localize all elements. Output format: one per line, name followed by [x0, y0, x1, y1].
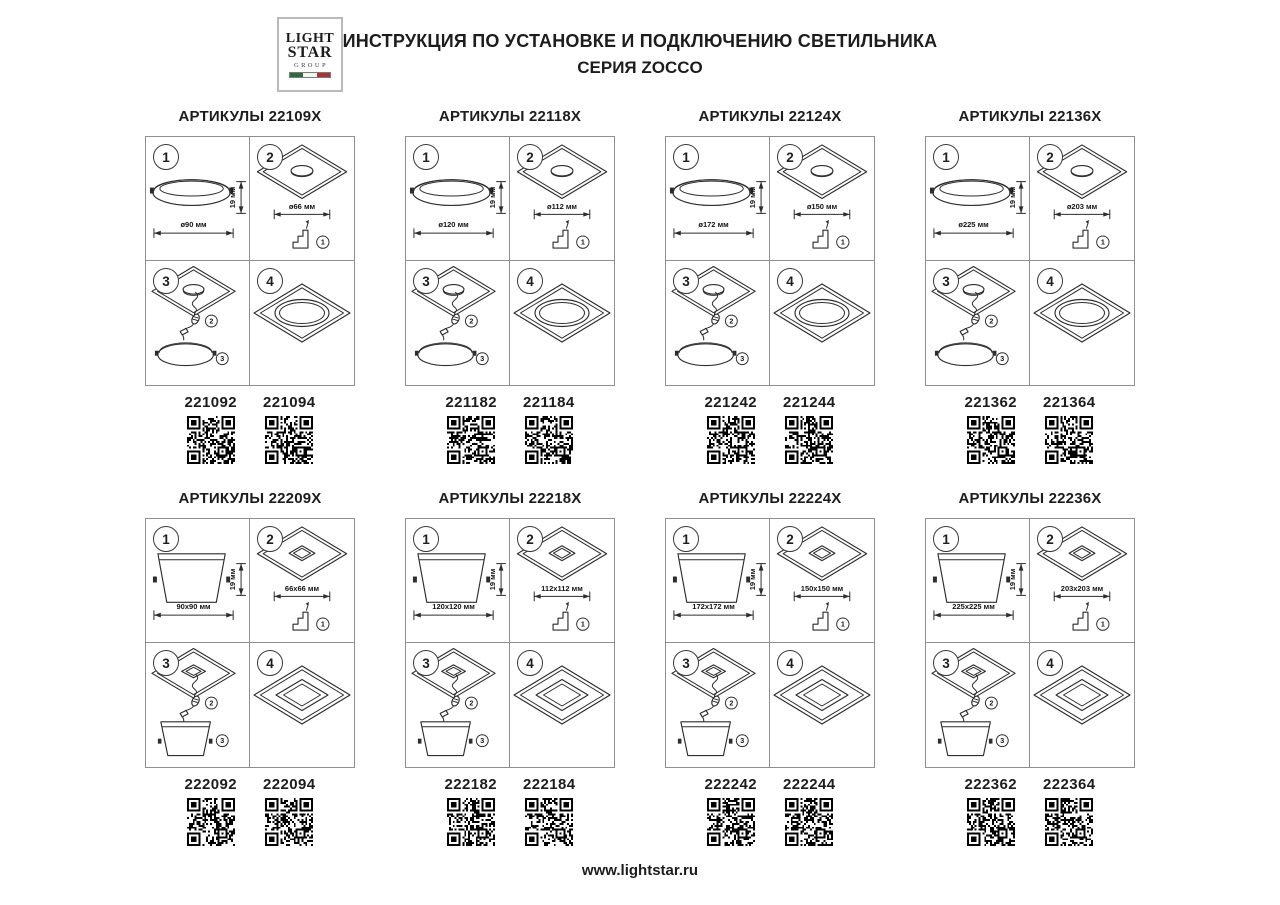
step-number-badge: 3	[413, 650, 439, 676]
instruction-grid	[925, 136, 1135, 386]
round-cutout	[183, 285, 204, 296]
ref-number: 1	[580, 238, 585, 247]
step-number-badge: 4	[777, 268, 803, 294]
height-label: 19 мм	[488, 568, 498, 591]
logo-text-group: GROUP	[293, 61, 329, 69]
step-cell-3	[406, 261, 510, 385]
qr-code	[785, 798, 833, 846]
step-cell-1	[926, 137, 1030, 261]
article-block	[523, 394, 575, 464]
panel-title: АРТИКУЛЫ 22236X	[958, 490, 1102, 507]
article-code: 221092	[184, 394, 237, 411]
round-panel-light-side-view	[670, 180, 753, 206]
cutout-dimension	[534, 202, 590, 219]
round-cutout	[811, 166, 833, 177]
panel-title: АРТИКУЛЫ 22136X	[958, 108, 1102, 125]
step-number-badge: 1	[933, 526, 959, 552]
step-cell-4	[510, 261, 614, 385]
article-code: 221362	[964, 394, 1017, 411]
article-list	[665, 776, 875, 846]
mounting-clip-icon	[813, 602, 829, 630]
step-cell-1	[406, 519, 510, 643]
article-code: 222242	[704, 776, 757, 793]
ref-number: 1	[320, 238, 325, 247]
cutout-label: 112x112 мм	[541, 583, 583, 593]
step-cell-3	[666, 261, 770, 385]
product-row-2	[0, 490, 1280, 846]
square-panel-light-side-view	[933, 554, 1010, 603]
step-cell-4	[510, 643, 614, 767]
height-dimension	[748, 182, 765, 214]
step-number-badge: 3	[933, 650, 959, 676]
step-cell-3	[666, 643, 770, 767]
step-cell-2	[1030, 137, 1134, 261]
round-cutout	[963, 285, 984, 296]
page-title-line2: СЕРИЯ ZOCCO	[577, 58, 703, 77]
ref-number: 3	[1000, 354, 1005, 363]
width-dimension	[414, 220, 493, 237]
step-number-badge: 3	[673, 268, 699, 294]
header	[0, 16, 1280, 104]
step-number-badge: 3	[673, 650, 699, 676]
product-panel	[925, 108, 1135, 464]
product-panel	[145, 490, 355, 846]
ref-number: 3	[480, 354, 485, 363]
width-dimension	[414, 602, 493, 619]
ref-number: 2	[729, 317, 734, 326]
step-number-badge: 2	[1037, 144, 1063, 170]
article-code: 222244	[783, 776, 836, 793]
width-label: 172x172 мм	[692, 602, 735, 612]
article-code: 222092	[184, 776, 237, 793]
qr-code	[187, 416, 235, 464]
square-panel-light-side-view	[153, 554, 230, 603]
step-number-badge: 4	[1037, 268, 1063, 294]
installed-round-fixture	[535, 300, 589, 327]
product-panel	[405, 490, 615, 846]
square-fixture	[678, 722, 733, 756]
step-number-badge: 2	[1037, 526, 1063, 552]
ref-number: 2	[469, 699, 474, 708]
step-cell-3	[146, 261, 250, 385]
qr-code	[1045, 798, 1093, 846]
round-fixture	[155, 343, 217, 366]
article-block	[523, 776, 575, 846]
product-panel	[405, 108, 615, 464]
step-number-badge: 2	[777, 144, 803, 170]
step-cell-2	[510, 519, 614, 643]
article-block	[263, 394, 315, 464]
mounting-clip-icon	[293, 220, 309, 248]
article-list	[665, 394, 875, 464]
logo-text-light: LIGHT	[285, 30, 335, 46]
article-block	[965, 394, 1017, 464]
article-list	[145, 776, 355, 846]
instruction-grid	[925, 518, 1135, 768]
width-dimension	[154, 602, 233, 619]
step-cell-2	[250, 519, 354, 643]
cutout-dimension	[1054, 202, 1110, 219]
ref-number: 3	[1000, 736, 1005, 745]
round-cutout	[1071, 166, 1093, 177]
step-cell-1	[406, 137, 510, 261]
step-number-badge: 3	[933, 268, 959, 294]
ref-number: 3	[740, 354, 745, 363]
article-code: 222362	[964, 776, 1017, 793]
round-cutout	[551, 166, 573, 177]
square-fixture	[938, 722, 993, 756]
width-label: 120x120 мм	[432, 602, 475, 612]
wire-to-fixture	[960, 324, 973, 340]
product-row-1	[0, 108, 1280, 464]
cutout-label: 203x203 мм	[1060, 583, 1104, 593]
cutout-dimension	[274, 202, 330, 219]
round-fixture	[935, 343, 997, 366]
article-list	[925, 776, 1135, 846]
qr-code	[967, 416, 1015, 464]
cutout-dimension	[274, 584, 330, 601]
website-url: www.lightstar.ru	[581, 862, 699, 879]
wire-to-fixture	[700, 706, 713, 722]
height-label: 19 мм	[228, 186, 238, 209]
height-label: 19 мм	[1008, 568, 1018, 591]
step-number-badge: 3	[413, 268, 439, 294]
article-list	[925, 394, 1135, 464]
step-number-badge: 3	[153, 650, 179, 676]
width-label: 225x225 мм	[952, 602, 995, 612]
mounting-clip-icon	[553, 602, 569, 630]
wire-to-fixture	[700, 324, 713, 340]
round-panel-light-side-view	[410, 180, 493, 206]
cutout-dimension	[534, 584, 590, 601]
lightstar-logo	[277, 17, 343, 92]
height-dimension	[488, 182, 505, 214]
mounting-clip-icon	[1073, 602, 1089, 630]
step-cell-4	[250, 261, 354, 385]
height-dimension	[228, 182, 245, 214]
panel-title: АРТИКУЛЫ 22109X	[178, 108, 322, 125]
step-cell-1	[926, 519, 1030, 643]
width-dimension	[154, 220, 233, 237]
ref-number: 3	[740, 736, 745, 745]
qr-code	[265, 416, 313, 464]
step-cell-3	[926, 643, 1030, 767]
ref-number: 2	[209, 317, 214, 326]
step-number-badge: 2	[517, 526, 543, 552]
step-number-badge: 1	[673, 144, 699, 170]
step-number-badge: 1	[413, 526, 439, 552]
step-cell-4	[1030, 643, 1134, 767]
step-cell-4	[770, 261, 874, 385]
step-cell-1	[666, 137, 770, 261]
qr-code	[265, 798, 313, 846]
article-block	[185, 776, 237, 846]
ref-number: 2	[989, 699, 994, 708]
qr-code	[785, 416, 833, 464]
width-dimension	[674, 602, 753, 619]
step-cell-2	[250, 137, 354, 261]
installed-round-fixture	[795, 300, 849, 327]
italian-flag-icon	[289, 72, 331, 78]
step-number-badge: 4	[1037, 650, 1063, 676]
step-cell-2	[770, 137, 874, 261]
step-cell-4	[770, 643, 874, 767]
step-number-badge: 2	[257, 526, 283, 552]
product-panel	[145, 108, 355, 464]
mounting-clip-icon	[553, 220, 569, 248]
cutout-label: 150x150 мм	[800, 583, 844, 593]
height-label: 19 мм	[748, 186, 758, 209]
step-number-badge: 1	[673, 526, 699, 552]
ref-number: 3	[480, 736, 485, 745]
square-fixture	[418, 722, 473, 756]
article-block	[705, 776, 757, 846]
article-block	[1043, 394, 1095, 464]
installed-round-fixture	[1055, 300, 1109, 327]
article-code: 221184	[523, 394, 575, 411]
mounting-clip-icon	[1073, 220, 1089, 248]
step-cell-1	[146, 137, 250, 261]
article-code: 221244	[783, 394, 836, 411]
panel-title: АРТИКУЛЫ 22209X	[178, 490, 322, 507]
square-fixture	[158, 722, 213, 756]
height-label: 19 мм	[488, 186, 498, 209]
cutout-dimension	[794, 584, 850, 601]
height-label: 19 мм	[1008, 186, 1018, 209]
article-block	[263, 776, 315, 846]
page-title-line1: ИНСТРУКЦИЯ ПО УСТАНОВКЕ И ПОДКЛЮЧЕНИЮ СВЕТИЛЬНИКА	[342, 31, 938, 51]
article-list	[145, 394, 355, 464]
step-number-badge: 2	[257, 144, 283, 170]
ref-number: 3	[220, 354, 225, 363]
round-fixture	[675, 343, 737, 366]
step-number-badge: 3	[153, 268, 179, 294]
step-number-badge: 4	[517, 268, 543, 294]
cutout-label: ø112 мм	[547, 201, 577, 211]
qr-code	[447, 798, 495, 846]
step-number-badge: 2	[777, 526, 803, 552]
article-code: 221094	[263, 394, 316, 411]
wire-to-fixture	[440, 706, 453, 722]
step-cell-4	[1030, 261, 1134, 385]
height-dimension	[228, 564, 245, 596]
product-panel	[665, 108, 875, 464]
qr-code	[967, 798, 1015, 846]
round-fixture	[415, 343, 477, 366]
article-block	[445, 776, 497, 846]
ref-number: 2	[209, 699, 214, 708]
qr-code	[187, 798, 235, 846]
cutout-label: 66x66 мм	[284, 583, 320, 593]
instruction-grid	[405, 518, 615, 768]
wire-to-fixture	[440, 324, 453, 340]
width-label: ø225 мм	[958, 220, 989, 230]
article-code: 221182	[445, 394, 497, 411]
mounting-clip-icon	[293, 602, 309, 630]
height-dimension	[1008, 182, 1025, 214]
step-cell-1	[666, 519, 770, 643]
cutout-dimension	[1054, 584, 1110, 601]
width-label: ø172 мм	[698, 220, 729, 230]
width-dimension	[934, 220, 1013, 237]
step-number-badge: 1	[413, 144, 439, 170]
wire-to-fixture	[180, 324, 193, 340]
round-panel-light-side-view	[930, 180, 1013, 206]
width-dimension	[674, 220, 753, 237]
step-number-badge: 4	[777, 650, 803, 676]
ref-number: 1	[1100, 620, 1105, 629]
article-block	[1043, 776, 1095, 846]
article-list	[405, 394, 615, 464]
article-list	[405, 776, 615, 846]
panel-title: АРТИКУЛЫ 22124X	[698, 108, 842, 125]
instruction-grid	[665, 136, 875, 386]
step-cell-2	[510, 137, 614, 261]
step-cell-2	[770, 519, 874, 643]
width-dimension	[934, 602, 1013, 619]
article-code: 221364	[1043, 394, 1096, 411]
step-number-badge: 1	[153, 144, 179, 170]
qr-code	[525, 416, 573, 464]
height-dimension	[488, 564, 505, 596]
ref-number: 1	[840, 620, 845, 629]
width-label: 90x90 мм	[176, 602, 211, 612]
height-dimension	[748, 564, 765, 596]
article-code: 222184	[523, 776, 576, 793]
step-number-badge: 4	[257, 650, 283, 676]
round-cutout	[703, 285, 724, 296]
round-panel-light-side-view	[150, 180, 233, 206]
step-cell-3	[406, 643, 510, 767]
step-number-badge: 4	[517, 650, 543, 676]
width-label: ø120 мм	[438, 220, 469, 230]
square-panel-light-side-view	[673, 554, 750, 603]
width-label: ø90 мм	[180, 220, 207, 230]
qr-code	[707, 416, 755, 464]
instruction-grid	[665, 518, 875, 768]
article-code: 222182	[444, 776, 497, 793]
height-label: 19 мм	[228, 568, 238, 591]
qr-code	[447, 416, 495, 464]
ref-number: 1	[320, 620, 325, 629]
round-cutout	[443, 285, 464, 296]
cutout-dimension	[794, 202, 850, 219]
height-dimension	[1008, 564, 1025, 596]
product-panel	[925, 490, 1135, 846]
mounting-clip-icon	[813, 220, 829, 248]
article-block	[705, 394, 757, 464]
wire-to-fixture	[960, 706, 973, 722]
ref-number: 2	[729, 699, 734, 708]
height-label: 19 мм	[748, 568, 758, 591]
qr-code	[525, 798, 573, 846]
qr-code	[1045, 416, 1093, 464]
page-title	[0, 16, 1280, 78]
step-number-badge: 4	[257, 268, 283, 294]
step-cell-2	[1030, 519, 1134, 643]
ref-number: 2	[989, 317, 994, 326]
ref-number: 1	[1100, 238, 1105, 247]
cutout-label: ø66 мм	[288, 201, 316, 211]
ref-number: 2	[469, 317, 474, 326]
article-code: 221242	[704, 394, 757, 411]
step-cell-1	[146, 519, 250, 643]
logo-text-star: STAR	[287, 43, 333, 61]
panel-title: АРТИКУЛЫ 22218X	[438, 490, 582, 507]
ref-number: 1	[580, 620, 585, 629]
cutout-label: ø203 мм	[1066, 201, 1098, 211]
article-block	[445, 394, 497, 464]
step-cell-4	[250, 643, 354, 767]
step-number-badge: 1	[153, 526, 179, 552]
step-cell-3	[926, 261, 1030, 385]
footer	[0, 862, 1280, 879]
step-number-badge: 1	[933, 144, 959, 170]
panel-title: АРТИКУЛЫ 22224X	[698, 490, 842, 507]
qr-code	[707, 798, 755, 846]
wire-to-fixture	[180, 706, 193, 722]
article-block	[965, 776, 1017, 846]
step-number-badge: 2	[517, 144, 543, 170]
square-panel-light-side-view	[413, 554, 490, 603]
panel-title: АРТИКУЛЫ 22118X	[438, 108, 582, 125]
product-panel	[665, 490, 875, 846]
step-cell-3	[146, 643, 250, 767]
cutout-label: ø150 мм	[806, 201, 838, 211]
article-code: 222364	[1043, 776, 1096, 793]
ref-number: 3	[220, 736, 225, 745]
instruction-grid	[145, 518, 355, 768]
article-block	[783, 394, 835, 464]
round-cutout	[291, 166, 313, 177]
installed-round-fixture	[275, 300, 329, 327]
instruction-grid	[145, 136, 355, 386]
instruction-grid	[405, 136, 615, 386]
article-code: 222094	[263, 776, 316, 793]
article-block	[185, 394, 237, 464]
article-block	[783, 776, 835, 846]
ref-number: 1	[840, 238, 845, 247]
